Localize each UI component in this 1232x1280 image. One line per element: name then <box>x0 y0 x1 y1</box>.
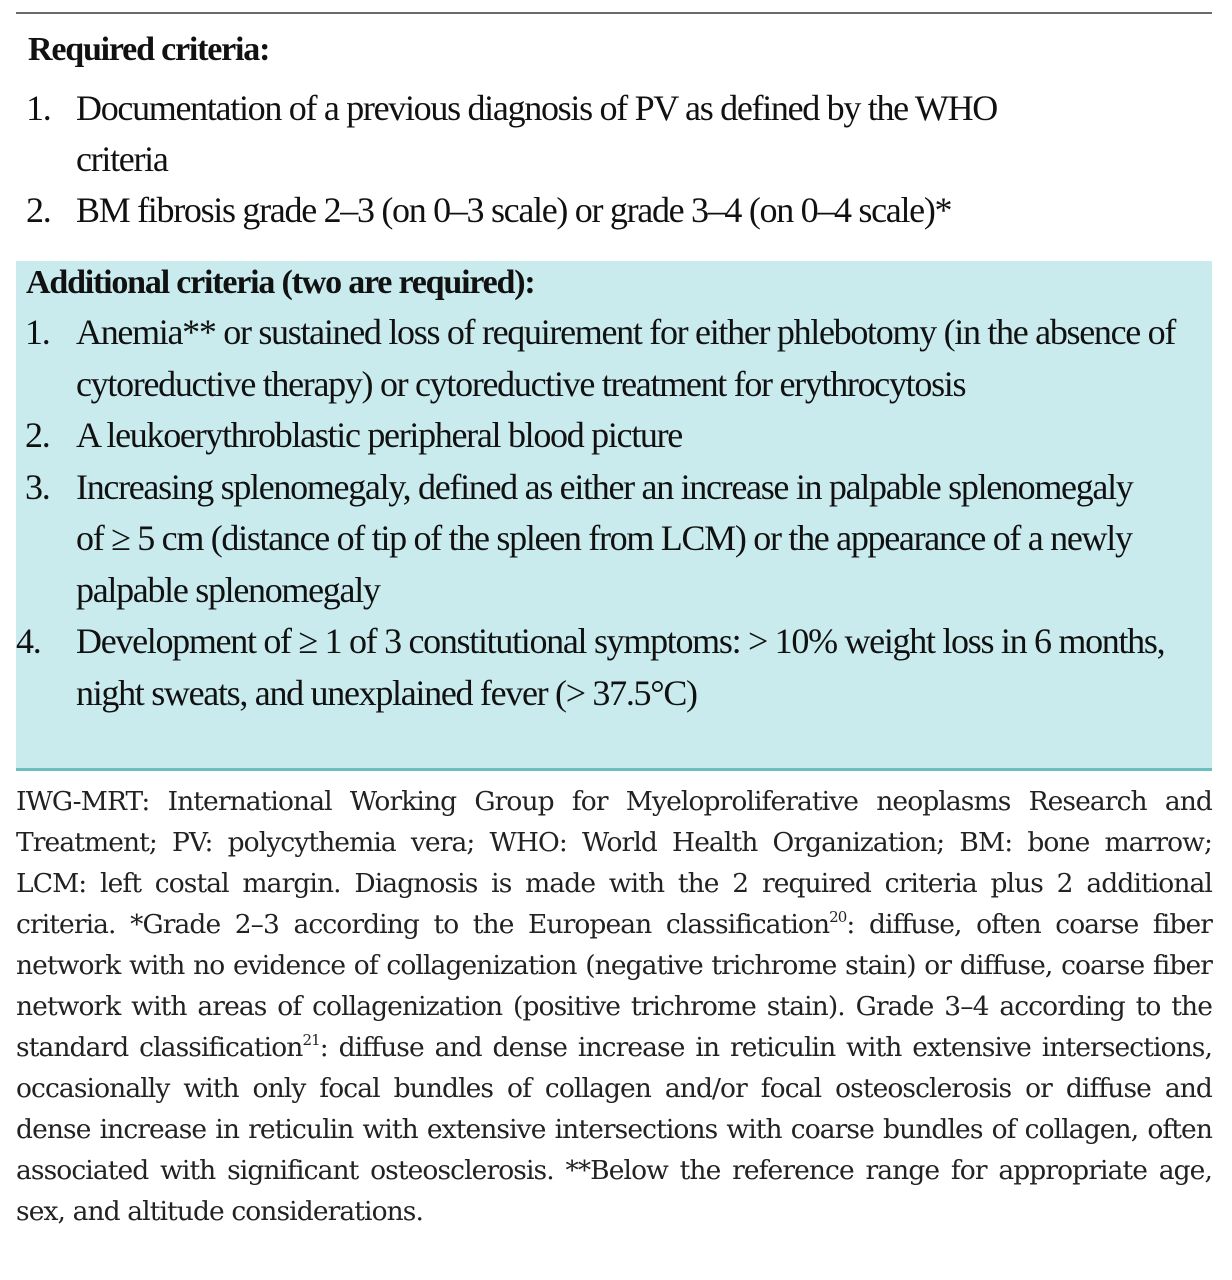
table-footnote <box>16 781 1212 1232</box>
additional-criteria-heading: Additional criteria (two are required): <box>26 264 535 301</box>
top-rule <box>16 12 1212 14</box>
footnote-text-part-2: : diffuse, often coarse fiber network with no evidence of collagenization (negative trichrome stain) or diffuse, coarse fiber network with areas of collagenization (positive trichrome stain). Grade 3–4 according to the standard classification <box>16 909 1213 1063</box>
criterion-text: Anemia** or sustained loss of requirement for either phlebotomy (in the absence of cytoreductive therapy) or cytoreductive treatment for erythrocytosis <box>76 312 1176 404</box>
reference-superscript-21: 21 <box>302 1031 320 1049</box>
required-criteria-heading: Required criteria: <box>28 31 270 68</box>
required-criteria-list <box>16 83 1212 236</box>
criterion-text: Increasing splenomegaly, defined as either an increase in palpable splenomegaly of ≥ 5 cm (distance of tip of the spleen from LCM) or the appearance of a newly palpable splenomegaly <box>76 466 1133 610</box>
criterion-text: Documentation of a previous diagnosis of PV as defined by the WHO criteria <box>76 88 997 179</box>
criterion-text: BM fibrosis grade 2–3 (on 0–3 scale) or grade 3–4 (on 0–4 scale)* <box>76 190 952 230</box>
additional-criterion-3 <box>16 462 1212 617</box>
criterion-number: 4. <box>16 621 41 661</box>
criterion-text: Development of ≥ 1 of 3 constitutional symptoms: > 10% weight loss in 6 months, night sweats, and unexplained fever (> 37.5°C) <box>76 621 1165 713</box>
criterion-number: 1. <box>26 88 51 128</box>
criterion-number: 1. <box>25 312 50 352</box>
footnote-text-part-1: IWG-MRT: International Working Group for Myeloproliferative neoplasms Research and Treatment; PV: polycythemia vera; WHO: World Health Organization; BM: bone marrow; LCM: left costal margin. Diagnosis is made with the 2 required criteria plus 2 additional criteria. *Grade 2–3 according to the European classification <box>16 786 1212 940</box>
required-criterion-2 <box>16 185 1212 236</box>
footnote-text-part-3: : diffuse and dense increase in reticulin with extensive intersections, occasionally with only focal bundles of collagen and/or focal osteosclerosis or diffuse and dense increase in reticulin with extensive intersections with coarse bundles of collagen, often associated with significant osteosclerosis. **Below the reference range for appropriate age, sex, and altitude considerations. <box>16 1032 1213 1227</box>
criterion-text: A leukoerythroblastic peripheral blood picture <box>76 415 682 455</box>
criterion-number: 2. <box>26 190 51 230</box>
criterion-number: 3. <box>25 466 50 507</box>
additional-criterion-2 <box>16 410 1212 462</box>
reference-superscript-20: 20 <box>829 908 847 926</box>
required-criteria-section <box>16 24 1212 236</box>
additional-criteria-list <box>16 307 1212 719</box>
criterion-number: 2. <box>25 415 50 455</box>
additional-criteria-section <box>16 261 1212 771</box>
required-criterion-1 <box>16 83 1212 185</box>
additional-criterion-1 <box>16 307 1212 410</box>
additional-criterion-4 <box>16 616 1212 719</box>
